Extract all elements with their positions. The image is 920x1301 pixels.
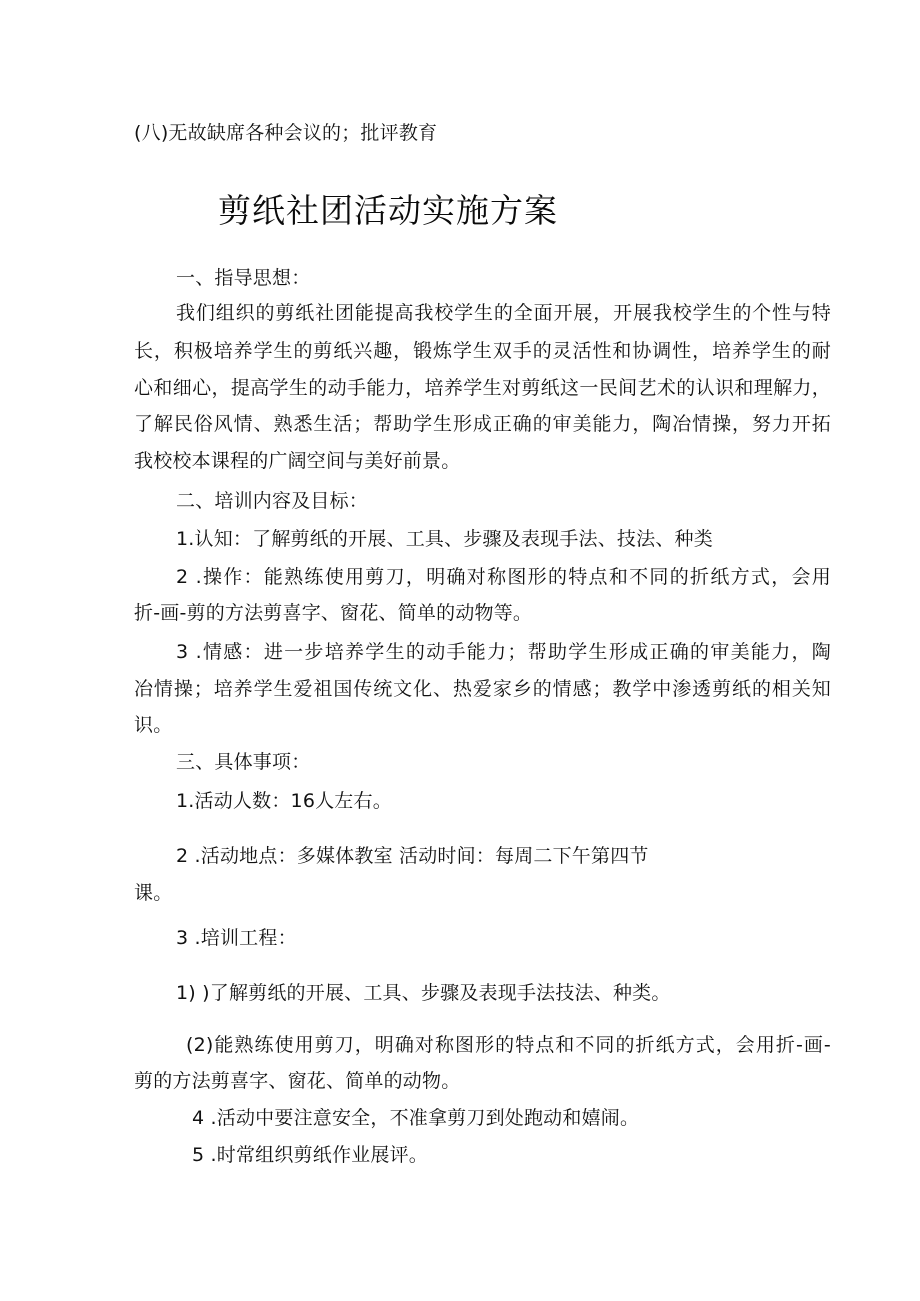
list-item: 3 .情感：进一步培养学生的动手能力；帮助学生形成正确的审美能力，陶 — [176, 641, 831, 663]
list-item-continuation: 课。 — [134, 882, 173, 904]
list-item: 2 .操作：能熟练使用剪刀，明确对称图形的特点和不同的折纸方式，会用 — [176, 566, 831, 588]
list-item: 1.活动人数：16人左右。 — [176, 790, 392, 812]
paragraph-line: 我校校本课程的广阔空间与美好前景。 — [134, 450, 461, 472]
list-item-continuation: 冶情操；培养学生爱祖国传统文化、热爱家乡的情感；教学中渗透剪纸的相关知 — [134, 678, 831, 700]
paragraph-line: 长，积极培养学生的剪纸兴趣，锻炼学生双手的灵活性和协调性，培养学生的耐 — [134, 340, 831, 362]
sub-list-item: 1) )了解剪纸的开展、工具、步骤及表现手法技法、种类。 — [176, 982, 671, 1004]
page-title: 剪纸社团活动实施方案 — [218, 191, 558, 230]
section-heading-training-content: 二、培训内容及目标： — [176, 490, 369, 512]
list-item: 2 .活动地点：多媒体教室 活动时间：每周二下午第四节 — [176, 845, 649, 867]
paragraph-line: 了解民俗风情、熟悉生活；帮助学生形成正确的审美能力，陶冶情操，努力开拓 — [134, 413, 831, 435]
list-item: 4 .活动中要注意安全，不准拿剪刀到处跑动和嬉闹。 — [192, 1107, 640, 1129]
paragraph-line: 心和细心，提高学生的动手能力，培养学生对剪纸这一民间艺术的认识和理解力， — [134, 377, 831, 399]
paragraph-line: 我们组织的剪纸社团能提高我校学生的全面开展，开展我校学生的个性与特 — [176, 302, 831, 324]
list-item-continuation: 识。 — [134, 714, 173, 736]
list-item: 5 .时常组织剪纸作业展评。 — [192, 1144, 428, 1166]
list-item: 1.认知：了解剪纸的开展、工具、步骤及表现手法、技法、种类 — [176, 528, 713, 550]
list-item-continuation: 折-画-剪的方法剪喜字、窗花、简单的动物等。 — [134, 602, 533, 624]
sub-list-item: (2)能熟练使用剪刀，明确对称图形的特点和不同的折纸方式，会用折-画- — [186, 1034, 831, 1056]
section-heading-specifics: 三、具体事项： — [176, 751, 311, 773]
carryover-line: (八)无故缺席各种会议的；批评教育 — [134, 122, 438, 144]
sub-list-item-continuation: 剪的方法剪喜字、窗花、简单的动物。 — [134, 1070, 461, 1092]
list-item: 3 .培训工程： — [176, 927, 297, 949]
section-heading-guiding-ideology: 一、指导思想： — [176, 267, 311, 289]
